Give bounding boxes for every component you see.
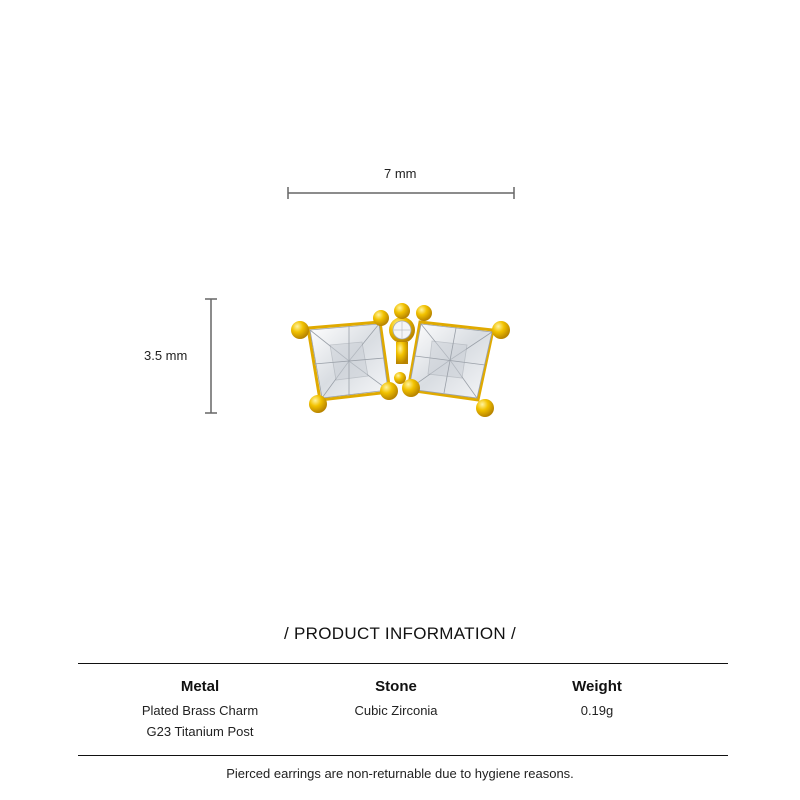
column-value: Cubic Zirconia	[354, 703, 438, 718]
right-stone	[409, 324, 492, 398]
returns-footnote: Pierced earrings are non-returnable due to hygiene reasons.	[226, 766, 574, 781]
column-value: 0.19g	[580, 703, 614, 718]
column-value: G23 Titanium Post	[146, 724, 254, 739]
height-label: 3.5 mm	[144, 348, 188, 363]
column-heading: Metal	[180, 678, 220, 695]
earring-image	[270, 290, 530, 430]
left-stone	[310, 324, 388, 398]
section-title: / PRODUCT INFORMATION /	[284, 624, 516, 643]
divider-bottom	[78, 755, 728, 756]
center-stone	[389, 317, 415, 364]
info-column-weight	[497, 678, 697, 721]
column-heading: Stone	[375, 678, 417, 695]
column-heading: Weight	[572, 678, 622, 695]
divider-top	[78, 663, 728, 664]
column-value: Plated Brass Charm	[141, 703, 259, 718]
info-column-metal	[100, 678, 300, 742]
width-label: 7 mm	[384, 166, 417, 181]
info-column-stone	[296, 678, 496, 721]
